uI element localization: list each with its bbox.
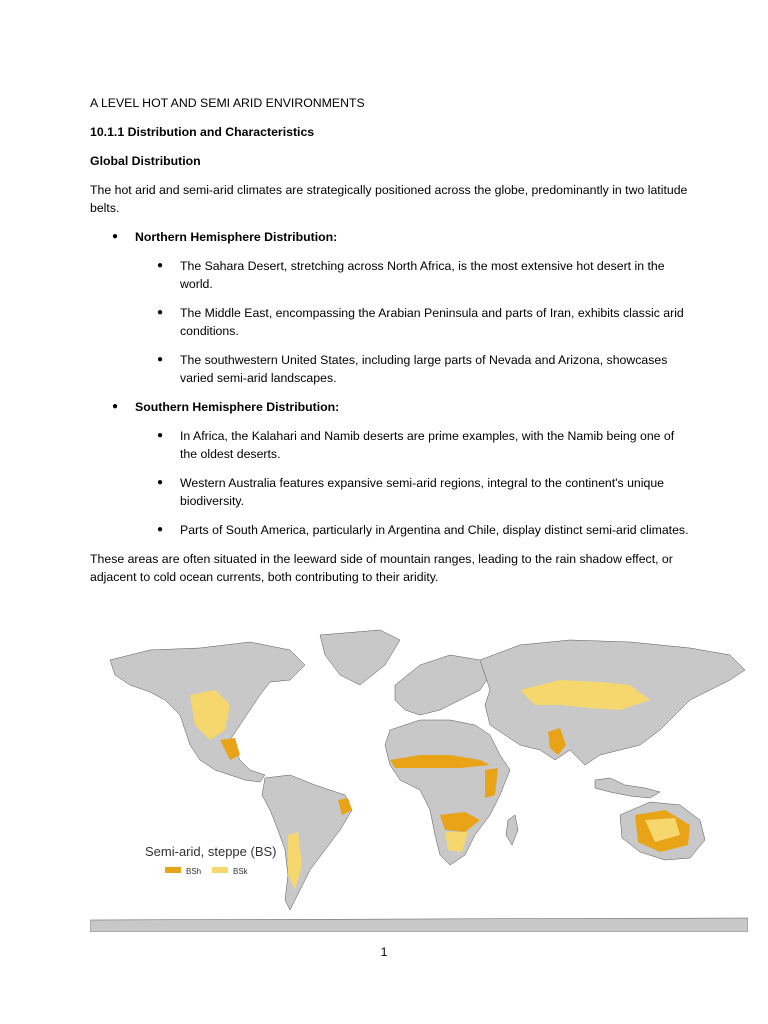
legend-swatch-bsk (212, 867, 228, 873)
legend-swatch-bsh (165, 867, 181, 873)
list-item-text: In Africa, the Kalahari and Namib deserts are prime examples, with the Namib being one of the oldest deserts. (180, 429, 675, 461)
bullet-icon: ● (112, 401, 119, 412)
map-legend (145, 844, 277, 876)
northern-heading: Northern Hemisphere Distribution: (135, 230, 338, 244)
bullet-icon: ● (157, 524, 164, 535)
document-title: A LEVEL HOT AND SEMI ARID ENVIRONMENTS (90, 96, 365, 110)
list-item (135, 427, 690, 463)
south-america (262, 775, 352, 910)
world-climate-map (90, 620, 748, 932)
madagascar (506, 815, 518, 845)
list-item-text: The southwestern United States, including large parts of Nevada and Arizona, showcases varied semi-arid landscapes. (180, 353, 668, 385)
list-item (135, 257, 690, 293)
intro-paragraph: The hot arid and semi-arid climates are strategically positioned across the globe, predominantly in two latitude belts. (90, 183, 688, 215)
land-masses (90, 630, 748, 932)
list-item-text: The Middle East, encompassing the Arabian Peninsula and parts of Iran, exhibits classic arid conditions. (180, 306, 684, 338)
europe (395, 655, 490, 715)
antarctica (90, 918, 748, 932)
list-item-text: Parts of South America, particularly in Argentina and Chile, display distinct semi-arid climates. (180, 523, 689, 537)
southern-heading: Southern Hemisphere Distribution: (135, 400, 340, 414)
list-item (135, 351, 690, 387)
list-item-southern (90, 398, 690, 539)
bullet-icon: ● (157, 307, 164, 318)
closing-paragraph: These areas are often situated in the leeward side of mountain ranges, leading to the rain shadow effect, or adjacent to cold ocean currents, both contributing to their aridity. (90, 552, 673, 584)
legend-label-bsh: BSh (186, 867, 202, 876)
greenland (320, 630, 400, 685)
list-item-northern (90, 228, 690, 387)
subheading: Global Distribution (90, 154, 201, 168)
list-item (135, 474, 690, 510)
section-heading: 10.1.1 Distribution and Characteristics (90, 125, 315, 139)
list-item-text: The Sahara Desert, stretching across North Africa, is the most extensive hot desert in the world. (180, 259, 665, 291)
list-item (135, 521, 690, 539)
bullet-icon: ● (157, 354, 164, 365)
map-svg (90, 620, 748, 932)
northern-sublist (135, 257, 690, 387)
page-number: 1 (380, 945, 388, 959)
indonesia (595, 778, 660, 798)
bullet-icon: ● (157, 260, 164, 271)
bullet-icon: ● (157, 477, 164, 488)
legend-title: Semi-arid, steppe (BS) (145, 844, 277, 859)
legend-label-bsk: BSk (233, 867, 248, 876)
hemisphere-list (90, 228, 690, 539)
bullet-icon: ● (157, 430, 164, 441)
document-body (90, 94, 690, 597)
list-item (135, 304, 690, 340)
southern-sublist (135, 427, 690, 539)
bullet-icon: ● (112, 231, 119, 242)
list-item-text: Western Australia features expansive semi-arid regions, integral to the continent's unique biodiversity. (180, 476, 665, 508)
